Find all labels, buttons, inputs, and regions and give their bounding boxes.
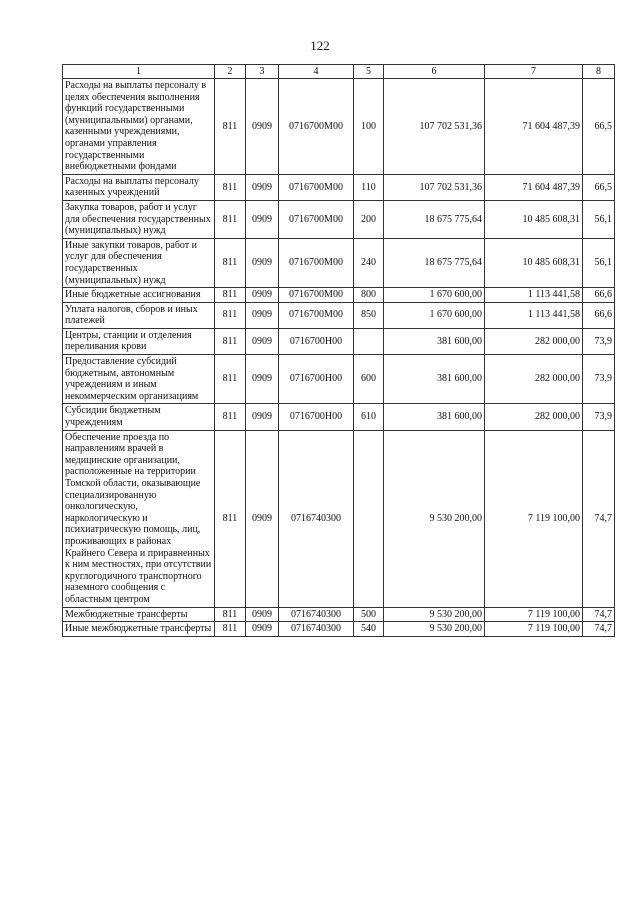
expense-type-cell: 600	[354, 355, 384, 404]
table-row	[63, 238, 615, 287]
column-header: 8	[583, 65, 615, 79]
planned-amount-cell: 1 670 600,00	[384, 288, 485, 303]
planned-amount-cell: 381 600,00	[384, 328, 485, 354]
row-name-cell: Расходы на выплаты персоналу в целях обеспечения выполнения функций государственными (муниципальными) органами, казенными учреждениями, органами управления государственными внебюджетными фондами	[63, 79, 215, 175]
page-number: 122	[310, 38, 330, 53]
executed-amount-cell: 10 485 608,31	[485, 238, 583, 287]
expense-type-cell: 800	[354, 288, 384, 303]
planned-amount-cell: 381 600,00	[384, 404, 485, 430]
table-row	[63, 355, 615, 404]
table-row	[63, 79, 615, 175]
column-header: 5	[354, 65, 384, 79]
executed-amount-cell: 7 119 100,00	[485, 622, 583, 637]
executed-amount-cell: 282 000,00	[485, 328, 583, 354]
target-article-cell: 0716700М00	[279, 238, 354, 287]
row-name-cell: Закупка товаров, работ и услуг для обеспечения государственных (муниципальных) нужд	[63, 200, 215, 238]
execution-percent-cell: 73,9	[583, 404, 615, 430]
chapter-code-cell: 811	[215, 79, 246, 175]
execution-percent-cell: 74,7	[583, 622, 615, 637]
section-code-cell: 0909	[246, 238, 279, 287]
target-article-cell: 0716700Н00	[279, 404, 354, 430]
section-code-cell: 0909	[246, 174, 279, 200]
expense-type-cell: 500	[354, 607, 384, 622]
execution-percent-cell: 74,7	[583, 430, 615, 607]
planned-amount-cell: 107 702 531,36	[384, 174, 485, 200]
chapter-code-cell: 811	[215, 238, 246, 287]
section-code-cell: 0909	[246, 79, 279, 175]
table-row	[63, 302, 615, 328]
executed-amount-cell: 71 604 487,39	[485, 174, 583, 200]
expense-type-cell: 100	[354, 79, 384, 175]
execution-percent-cell: 66,6	[583, 302, 615, 328]
target-article-cell: 0716700Н00	[279, 355, 354, 404]
planned-amount-cell: 9 530 200,00	[384, 622, 485, 637]
section-code-cell: 0909	[246, 288, 279, 303]
executed-amount-cell: 282 000,00	[485, 404, 583, 430]
row-name-cell: Расходы на выплаты персоналу казенных учреждений	[63, 174, 215, 200]
expense-type-cell: 540	[354, 622, 384, 637]
row-name-cell: Обеспечение проезда по направлениям врачей в медицинские организации, расположенные на территории Томской области, оказывающие специализированную онкологическую, наркологическую и психиатрическую помощь, лиц, проживающих в районах Крайнего Севера и приравненных к ним местностях, при отсутствии круглогодичного транспортного наземного сообщения с областным центром	[63, 430, 215, 607]
section-code-cell: 0909	[246, 355, 279, 404]
column-header: 6	[384, 65, 485, 79]
row-name-cell: Иные бюджетные ассигнования	[63, 288, 215, 303]
execution-percent-cell: 73,9	[583, 355, 615, 404]
expense-type-cell: 850	[354, 302, 384, 328]
executed-amount-cell: 7 119 100,00	[485, 607, 583, 622]
execution-percent-cell: 66,6	[583, 288, 615, 303]
expense-type-cell: 240	[354, 238, 384, 287]
column-header: 4	[279, 65, 354, 79]
planned-amount-cell: 381 600,00	[384, 355, 485, 404]
executed-amount-cell: 10 485 608,31	[485, 200, 583, 238]
planned-amount-cell: 107 702 531,36	[384, 79, 485, 175]
chapter-code-cell: 811	[215, 328, 246, 354]
target-article-cell: 0716700М00	[279, 302, 354, 328]
section-code-cell: 0909	[246, 607, 279, 622]
section-code-cell: 0909	[246, 328, 279, 354]
table-row	[63, 288, 615, 303]
planned-amount-cell: 18 675 775,64	[384, 200, 485, 238]
section-code-cell: 0909	[246, 200, 279, 238]
row-name-cell: Иные закупки товаров, работ и услуг для обеспечения государственных (муниципальных) нужд	[63, 238, 215, 287]
chapter-code-cell: 811	[215, 622, 246, 637]
column-header: 1	[63, 65, 215, 79]
chapter-code-cell: 811	[215, 355, 246, 404]
section-code-cell: 0909	[246, 622, 279, 637]
chapter-code-cell: 811	[215, 174, 246, 200]
expense-type-cell	[354, 328, 384, 354]
target-article-cell: 0716700М00	[279, 79, 354, 175]
row-name-cell: Центры, станции и отделения переливания крови	[63, 328, 215, 354]
row-name-cell: Уплата налогов, сборов и иных платежей	[63, 302, 215, 328]
row-name-cell: Межбюджетные трансферты	[63, 607, 215, 622]
executed-amount-cell: 71 604 487,39	[485, 79, 583, 175]
table-row	[63, 328, 615, 354]
chapter-code-cell: 811	[215, 430, 246, 607]
table-row	[63, 174, 615, 200]
section-code-cell: 0909	[246, 302, 279, 328]
execution-percent-cell: 66,5	[583, 79, 615, 175]
target-article-cell: 0716740300	[279, 430, 354, 607]
table-row	[63, 622, 615, 637]
target-article-cell: 0716700М00	[279, 200, 354, 238]
expense-type-cell: 110	[354, 174, 384, 200]
chapter-code-cell: 811	[215, 302, 246, 328]
table-row	[63, 404, 615, 430]
column-header: 2	[215, 65, 246, 79]
section-code-cell: 0909	[246, 430, 279, 607]
chapter-code-cell: 811	[215, 200, 246, 238]
planned-amount-cell: 18 675 775,64	[384, 238, 485, 287]
table-header-row	[63, 65, 615, 79]
section-code-cell: 0909	[246, 404, 279, 430]
column-header: 3	[246, 65, 279, 79]
chapter-code-cell: 811	[215, 404, 246, 430]
planned-amount-cell: 1 670 600,00	[384, 302, 485, 328]
target-article-cell: 0716700М00	[279, 288, 354, 303]
row-name-cell: Субсидии бюджетным учреждениям	[63, 404, 215, 430]
column-header: 7	[485, 65, 583, 79]
target-article-cell: 0716740300	[279, 607, 354, 622]
execution-percent-cell: 56,1	[583, 200, 615, 238]
executed-amount-cell: 1 113 441,58	[485, 302, 583, 328]
planned-amount-cell: 9 530 200,00	[384, 607, 485, 622]
table-row	[63, 607, 615, 622]
execution-percent-cell: 73,9	[583, 328, 615, 354]
budget-table	[62, 64, 615, 637]
row-name-cell: Иные межбюджетные трансферты	[63, 622, 215, 637]
executed-amount-cell: 7 119 100,00	[485, 430, 583, 607]
planned-amount-cell: 9 530 200,00	[384, 430, 485, 607]
chapter-code-cell: 811	[215, 288, 246, 303]
expense-type-cell: 200	[354, 200, 384, 238]
expense-type-cell: 610	[354, 404, 384, 430]
execution-percent-cell: 66,5	[583, 174, 615, 200]
expense-type-cell	[354, 430, 384, 607]
row-name-cell: Предоставление субсидий бюджетным, автономным учреждениям и иным некоммерческим организациям	[63, 355, 215, 404]
execution-percent-cell: 56,1	[583, 238, 615, 287]
table-row	[63, 200, 615, 238]
target-article-cell: 0716700Н00	[279, 328, 354, 354]
execution-percent-cell: 74,7	[583, 607, 615, 622]
chapter-code-cell: 811	[215, 607, 246, 622]
target-article-cell: 0716700М00	[279, 174, 354, 200]
executed-amount-cell: 282 000,00	[485, 355, 583, 404]
table-row	[63, 430, 615, 607]
target-article-cell: 0716740300	[279, 622, 354, 637]
executed-amount-cell: 1 113 441,58	[485, 288, 583, 303]
